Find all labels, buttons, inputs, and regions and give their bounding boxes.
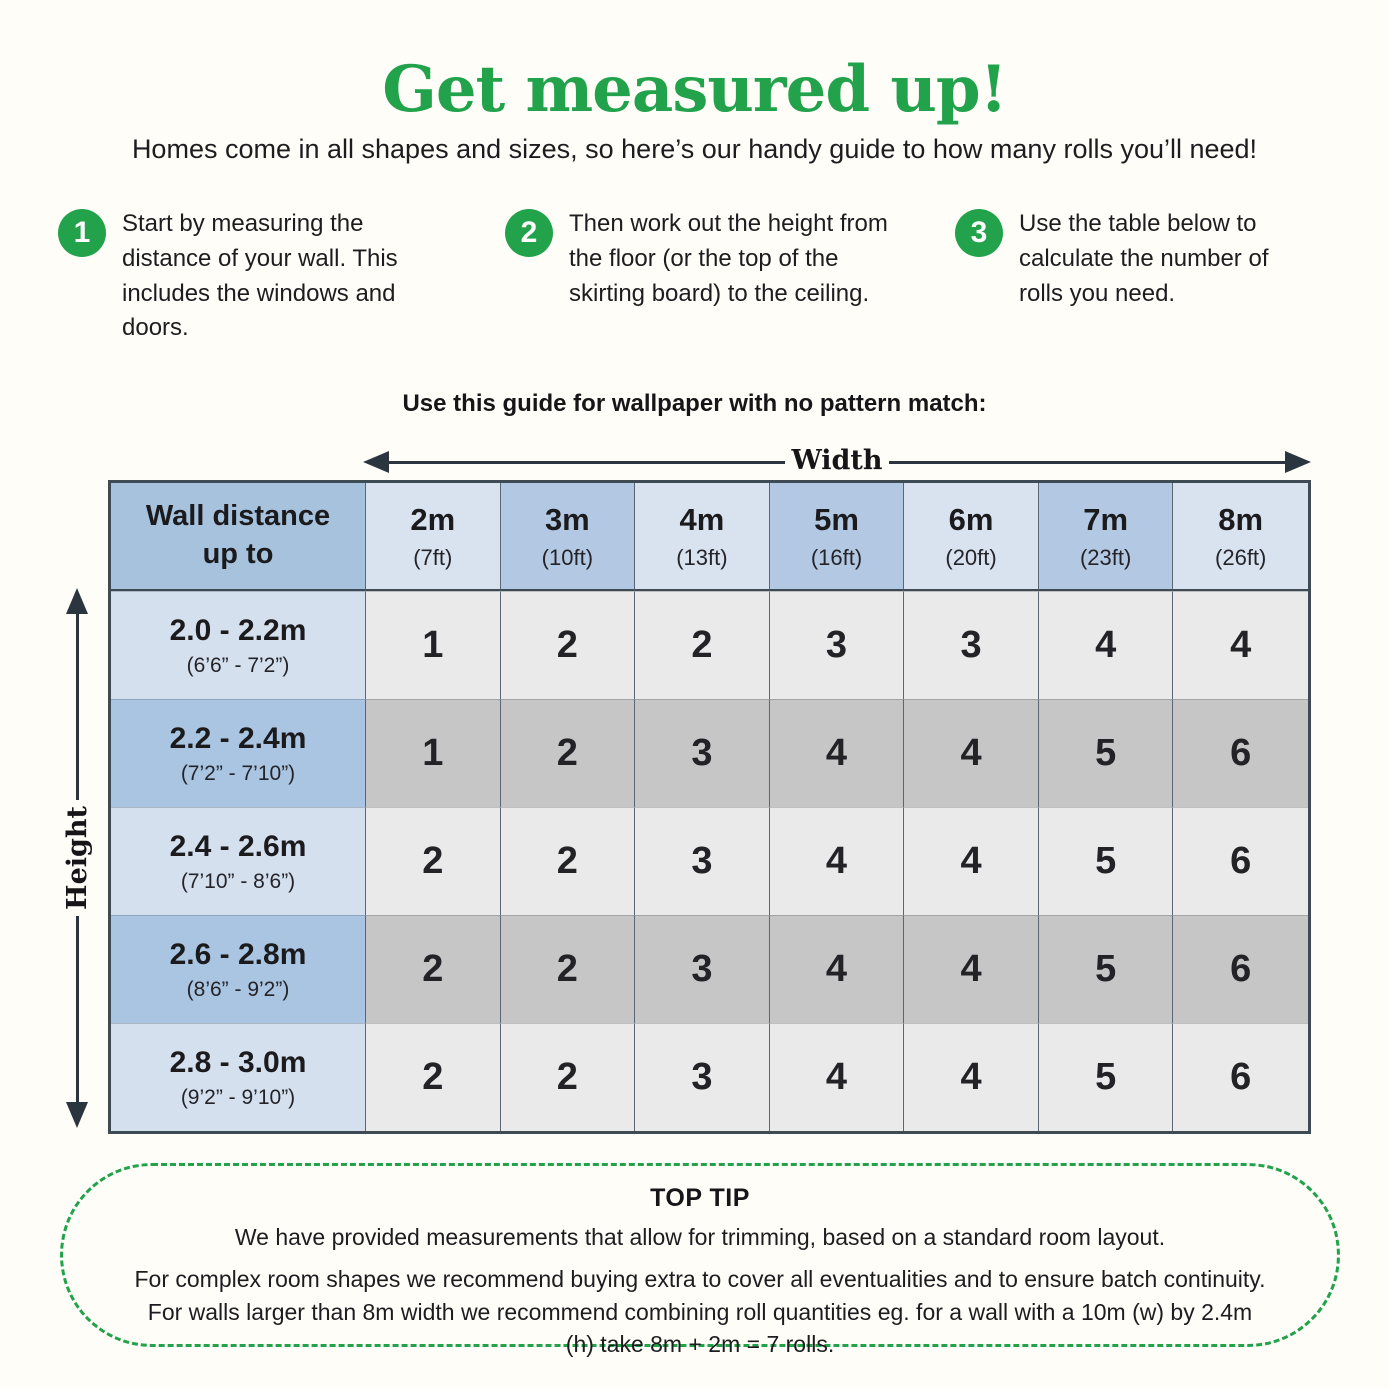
top-tip-line1: We have provided measurements that allow for trimming, based on a standard room layout.	[234, 1224, 1166, 1250]
row-label-imperial: (9’2” - 9’10”)	[180, 1085, 296, 1109]
row-label-imperial: (7’2” - 7’10”)	[180, 761, 296, 785]
row-label-metric: 2.6 - 2.8m	[169, 937, 307, 971]
roll-count-value: 2	[556, 1056, 578, 1098]
row-label-imperial: (8’6” - 9’2”)	[186, 977, 290, 1001]
table-cell	[904, 699, 1039, 807]
top-tip-line2: For complex room shapes we recommend buying extra to cover all eventualities and to ensure batch continuity. For walls larger than 8m width we recommend combining roll quantities eg. for a wall with a 10m (w) by 2.4m (h) take 8m + 2m = 7 rolls.	[134, 1266, 1266, 1358]
step-3-text: Use the table below to calculate the number of rolls you need.	[1019, 210, 1269, 307]
height-axis-label: Height	[61, 806, 93, 910]
row-label-imperial: (6’6” - 7’2”)	[186, 653, 290, 677]
table-cell	[635, 591, 770, 699]
rolls-calculator-table	[108, 480, 1311, 1134]
column-header-metric: 6m	[948, 501, 994, 537]
table-cell	[366, 807, 501, 915]
arrow-line	[389, 461, 785, 464]
row-label	[111, 591, 366, 699]
column-header-metric: 4m	[679, 501, 725, 537]
step-3-number-badge: 3	[955, 209, 1003, 257]
roll-count-value: 1	[422, 624, 444, 666]
table-cell	[1173, 915, 1308, 1023]
roll-count-value: 2	[691, 624, 713, 666]
table-cell	[904, 1023, 1039, 1131]
table-cell	[1039, 915, 1174, 1023]
roll-count-value: 2	[422, 948, 444, 990]
table-cell	[1039, 1023, 1174, 1131]
table-cell	[635, 915, 770, 1023]
roll-count-value: 2	[422, 1056, 444, 1098]
roll-count-value: 6	[1230, 840, 1252, 882]
roll-count-value: 2	[556, 948, 578, 990]
table-cell	[501, 591, 636, 699]
roll-count-value: 5	[1095, 732, 1117, 774]
guide-heading: Use this guide for wallpaper with no pattern match:	[402, 390, 987, 417]
roll-count-value: 5	[1095, 1056, 1117, 1098]
roll-count-value: 2	[556, 624, 578, 666]
arrow-down-head-icon	[66, 1102, 88, 1128]
table-cell	[366, 699, 501, 807]
column-header-2m	[366, 483, 501, 591]
step-1-number-badge: 1	[58, 209, 106, 257]
column-header-3m	[501, 483, 636, 591]
roll-count-value: 4	[825, 948, 848, 990]
step-1	[58, 207, 448, 346]
column-header-imperial: (26ft)	[1215, 544, 1267, 570]
row-label	[111, 699, 366, 807]
column-header-imperial: (10ft)	[541, 544, 594, 570]
table-cell	[501, 1023, 636, 1131]
step-1-text: Start by measuring the distance of your wall. This includes the windows and doors.	[122, 210, 398, 342]
table-cell	[366, 915, 501, 1023]
row-label-metric: 2.8 - 3.0m	[169, 1045, 307, 1079]
table-cell	[770, 1023, 905, 1131]
row-label-imperial: (7’10” - 8’6”)	[180, 869, 296, 893]
column-header-6m	[904, 483, 1039, 591]
table-cell	[1039, 699, 1174, 807]
roll-count-value: 6	[1230, 1056, 1252, 1098]
table-cell	[635, 807, 770, 915]
arrow-line	[76, 614, 79, 800]
column-header-metric: 2m	[410, 501, 456, 537]
roll-count-value: 3	[691, 1056, 713, 1098]
roll-count-value: 4	[825, 1056, 848, 1098]
column-header-imperial: (16ft)	[810, 544, 863, 570]
table-cell	[366, 1023, 501, 1131]
table-cell	[501, 807, 636, 915]
table-cell	[501, 915, 636, 1023]
table-cell	[1173, 807, 1308, 915]
roll-count-value: 5	[1095, 948, 1117, 990]
roll-count-value: 3	[691, 948, 713, 990]
step-2	[505, 207, 905, 311]
roll-count-value: 4	[1230, 624, 1252, 666]
roll-count-value: 4	[960, 840, 982, 882]
roll-count-value: 1	[422, 732, 444, 774]
table-cell	[904, 807, 1039, 915]
column-header-metric: 7m	[1083, 501, 1129, 537]
row-label-metric: 2.2 - 2.4m	[169, 721, 307, 755]
page-subtitle: Homes come in all shapes and sizes, so here’s our handy guide to how many rolls you’ll need!	[131, 134, 1258, 164]
table-cell	[1173, 591, 1308, 699]
roll-count-value: 3	[691, 732, 713, 774]
table-cell	[904, 591, 1039, 699]
arrow-left-head-icon	[363, 451, 389, 473]
table-cell	[770, 591, 905, 699]
roll-count-value: 4	[960, 1056, 982, 1098]
table-cell	[1173, 1023, 1308, 1131]
table-cell	[366, 591, 501, 699]
width-axis-label: Width	[791, 444, 883, 476]
arrow-line	[76, 916, 79, 1102]
roll-count-value: 5	[1095, 840, 1117, 882]
top-tip-box	[60, 1163, 1340, 1358]
roll-count-value: 3	[825, 624, 848, 666]
table-cell	[1039, 591, 1174, 699]
roll-count-value: 3	[960, 624, 982, 666]
table-cell	[1173, 699, 1308, 807]
column-header-metric: 3m	[544, 501, 590, 537]
row-label-metric: 2.4 - 2.6m	[169, 829, 307, 863]
table-cell	[770, 807, 905, 915]
width-axis-arrow	[363, 444, 1311, 476]
table-cell	[501, 699, 636, 807]
column-header-metric: 5m	[814, 501, 859, 537]
column-header-imperial: (20ft)	[945, 544, 997, 570]
roll-count-value: 4	[825, 840, 848, 882]
column-header-imperial: (7ft)	[413, 544, 453, 570]
row-label	[111, 1023, 366, 1131]
table-cell	[770, 699, 905, 807]
row-label	[111, 915, 366, 1023]
table-cell	[770, 915, 905, 1023]
column-header-imperial: (13ft)	[676, 544, 728, 570]
column-header-8m	[1173, 483, 1308, 591]
corner-header-cell	[111, 483, 366, 591]
roll-count-value: 4	[960, 948, 982, 990]
row-label-metric: 2.0 - 2.2m	[169, 613, 307, 647]
roll-count-value: 4	[1095, 624, 1117, 666]
column-header-4m	[635, 483, 770, 591]
roll-count-value: 2	[556, 840, 578, 882]
column-header-metric: 8m	[1218, 501, 1264, 537]
arrow-up-head-icon	[66, 588, 88, 614]
page-title: Get measured up!	[382, 52, 1007, 127]
table-cell	[635, 699, 770, 807]
roll-count-value: 2	[556, 732, 578, 774]
roll-count-value: 3	[691, 840, 713, 882]
corner-header-line1: Wall distance	[145, 500, 331, 533]
column-header-imperial: (23ft)	[1079, 544, 1132, 570]
step-2-number-badge: 2	[505, 209, 553, 257]
roll-count-value: 4	[825, 732, 848, 774]
roll-count-value: 2	[422, 840, 444, 882]
height-axis-arrow	[58, 588, 96, 1128]
arrow-line	[889, 461, 1285, 464]
table-cell	[1039, 807, 1174, 915]
step-3	[955, 207, 1315, 311]
arrow-right-head-icon	[1285, 451, 1311, 473]
column-header-7m	[1039, 483, 1174, 591]
table-cell	[904, 915, 1039, 1023]
column-header-5m	[770, 483, 905, 591]
roll-count-value: 6	[1230, 732, 1252, 774]
row-label	[111, 807, 366, 915]
top-tip-heading: TOP TIP	[650, 1184, 750, 1212]
corner-header-line2: up to	[202, 538, 274, 570]
step-2-text: Then work out the height from the floor (or the top of the skirting board) to the ceiling.	[569, 210, 888, 307]
roll-count-value: 4	[960, 732, 982, 774]
roll-count-value: 6	[1230, 948, 1252, 990]
table-cell	[635, 1023, 770, 1131]
